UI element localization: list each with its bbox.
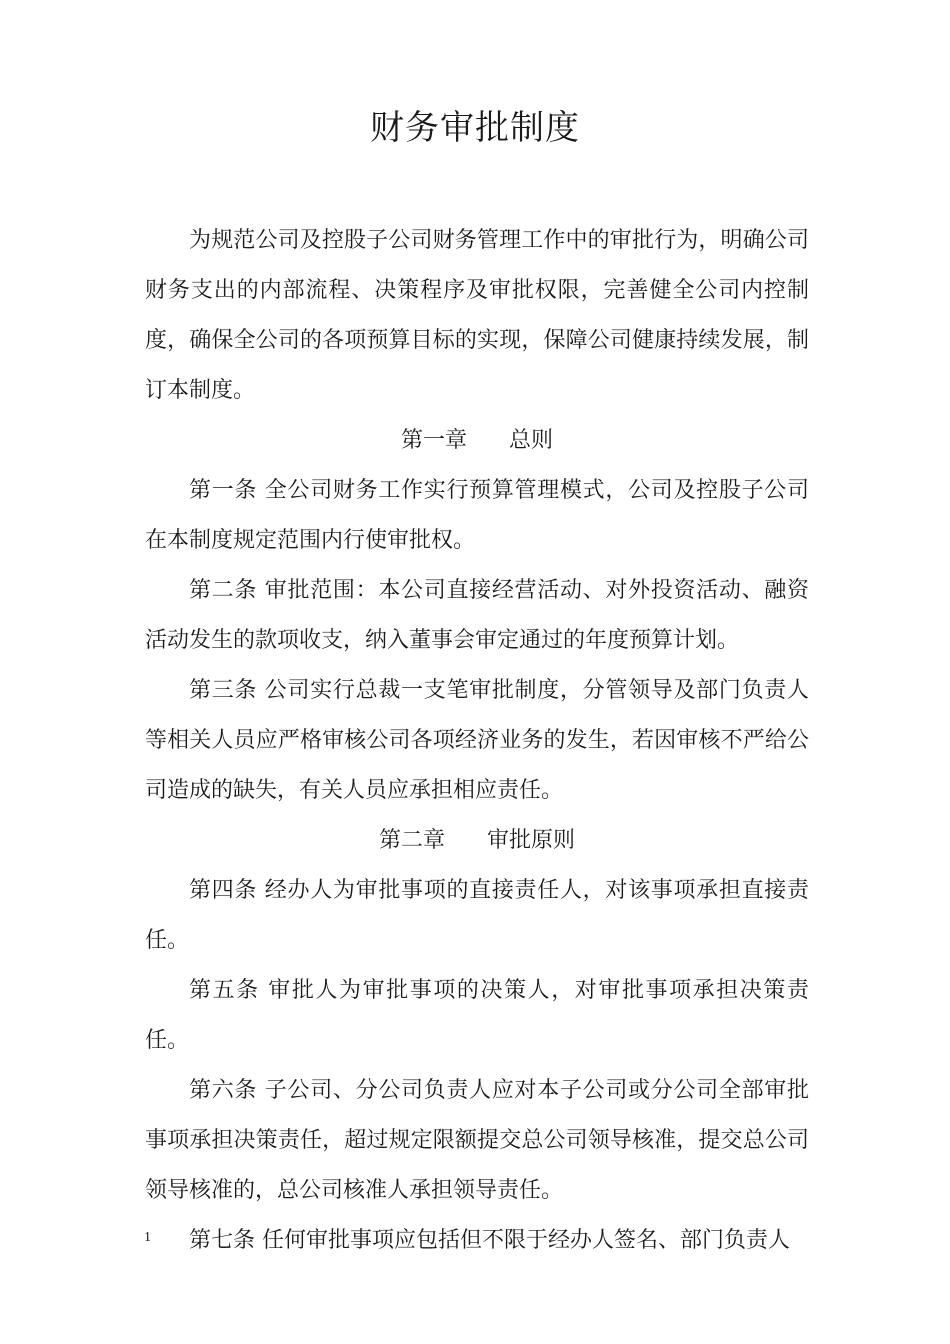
article-5: 第五条 审批人为审批事项的决策人，对审批事项承担决策责任。 (145, 978, 809, 1053)
article-6: 第六条 子公司、分公司负责人应对本子公司或分公司全部审批事项承担决策责任，超过规定限额提交总公司领导核准，提交总公司领导核准的，总公司核准人承担领导责任。 (145, 1078, 809, 1203)
chapter-heading-1: 第一章 总则 (401, 428, 553, 453)
article-2: 第二条 审批范围：本公司直接经营活动、对外投资活动、融资活动发生的款项收支，纳入董事会审定通过的年度预算计划。 (145, 578, 809, 653)
article-3: 第三条 公司实行总裁一支笔审批制度，分管领导及部门负责人等相关人员应严格审核公司各项经济业务的发生，若因审核不严给公司造成的缺失，有关人员应承担相应责任。 (145, 678, 809, 803)
article-4: 第四条 经办人为审批事项的直接责任人，对该事项承担直接责任。 (145, 878, 809, 953)
page-number: 1 (144, 1230, 151, 1245)
article-7: 第七条 任何审批事项应包括但不限于经办人签名、部门负责人 (189, 1228, 790, 1253)
article-1: 第一条 全公司财务工作实行预算管理模式，公司及控股子公司在本制度规定范围内行使审批权。 (145, 478, 809, 553)
preamble-paragraph: 为规范公司及控股子公司财务管理工作中的审批行为，明确公司财务支出的内部流程、决策程序及审批权限，完善健全公司内控制度，确保全公司的各项预算目标的实现，保障公司健康持续发展，制订本制度。 (145, 228, 809, 403)
chapter-heading-2: 第二章 审批原则 (379, 828, 575, 853)
page-title: 财务审批制度 (370, 108, 580, 148)
document-body (145, 216, 809, 1266)
